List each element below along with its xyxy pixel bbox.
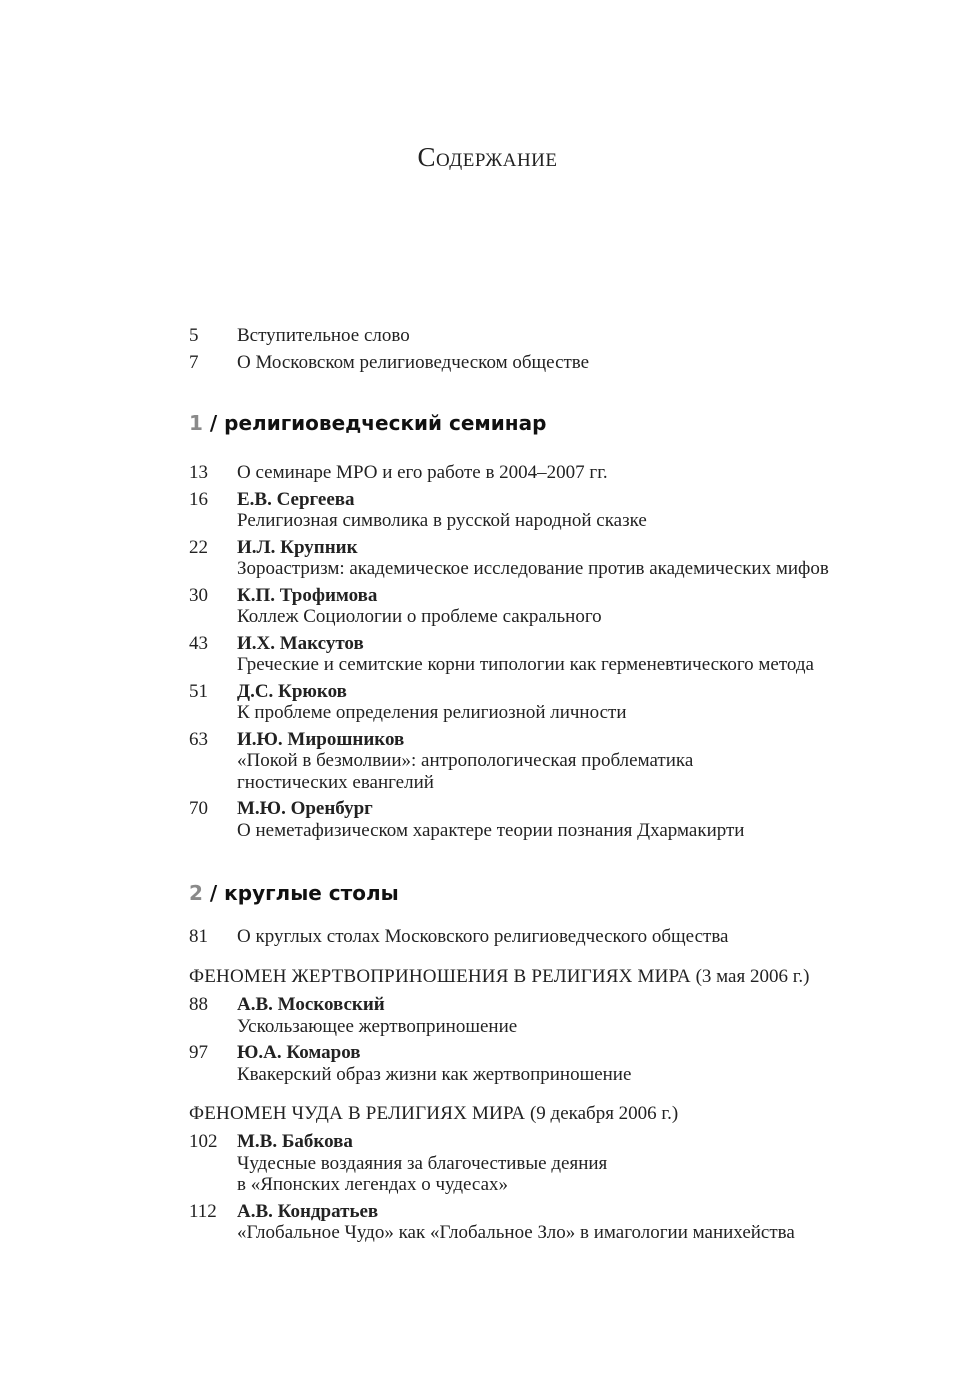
subsection-title: ФЕНОМЕН ЧУДА В РЕЛИГИЯХ МИРА — [189, 1103, 526, 1124]
page-number: 5 — [189, 325, 199, 346]
entry-title: К проблеме определения религиозной личности — [237, 702, 627, 723]
section-1-list — [189, 462, 949, 841]
toc-entry[interactable] — [189, 489, 949, 532]
toc-entry[interactable] — [189, 681, 949, 724]
entry-title: «Глобальное Чудо» как «Глобальное Зло» в имагологии манихейства — [237, 1222, 795, 1243]
entry-title: О Московском религиоведческом обществе — [237, 351, 590, 373]
entry-title: Ускользающее жертвоприношение — [237, 1015, 518, 1037]
entry-title: Зороастризм: академическое исследование против академических мифов — [237, 558, 829, 579]
section-heading[interactable] — [189, 411, 546, 435]
entry-author: Е.В. Сергеева — [237, 488, 355, 510]
entry-title: Квакерский образ жизни как жертвоприношение — [237, 1063, 632, 1085]
toc-entry[interactable] — [189, 537, 949, 580]
entry-title: «Покой в безмолвии»: антропологическая проблематика — [237, 750, 694, 771]
entry-author: А.В. Кондратьев — [237, 1200, 379, 1222]
toc-entry[interactable] — [189, 926, 949, 948]
toc-entry[interactable] — [189, 1201, 949, 1244]
toc-entry[interactable] — [189, 462, 949, 484]
page-number: 43 — [189, 632, 208, 654]
entry-title: Греческие и семитские корни типологии как герменевтического метода — [237, 654, 814, 675]
entry-title: О неметафизическом характере теории познания Дхармакирти — [237, 819, 745, 841]
toc-entry[interactable] — [189, 633, 949, 676]
section-2-lead — [189, 926, 949, 948]
subsection-heading — [189, 1103, 678, 1125]
entry-title: О семинаре МРО и его работе в 2004–2007 гг. — [237, 462, 608, 483]
page-number: 70 — [189, 798, 208, 819]
entry-author: А.В. Московский — [237, 994, 385, 1015]
entry-title-continued: в «Японских легендах о чудесах» — [237, 1174, 509, 1195]
page-number: 102 — [189, 1131, 218, 1152]
intro-list — [189, 325, 949, 373]
entry-title: Религиозная символика в русской народной сказке — [237, 510, 647, 531]
entry-title: О круглых столах Московского религиоведческого общества — [237, 926, 729, 947]
page-number: 13 — [189, 462, 208, 483]
entry-author: М.В. Бабкова — [237, 1131, 353, 1152]
entry-author: И.Л. Крупник — [237, 536, 358, 558]
toc-entry[interactable] — [189, 798, 949, 841]
page-number: 22 — [189, 536, 208, 558]
page-number: 81 — [189, 926, 208, 947]
section-number: 2 — [189, 881, 203, 905]
toc-entry[interactable] — [189, 585, 949, 628]
page-title: Содержание — [417, 142, 558, 172]
subsection-2-list — [189, 1131, 949, 1244]
entry-author: И.Х. Максутов — [237, 632, 364, 654]
subsection-date: (3 мая 2006 г.) — [695, 966, 810, 987]
toc-entry[interactable] — [189, 729, 949, 794]
entry-title: Чудесные воздаяния за благочестивые деяния — [237, 1152, 608, 1174]
page-number: 7 — [189, 351, 199, 373]
section-separator: / — [209, 411, 218, 435]
page-number: 63 — [189, 728, 208, 750]
subsection-1-list — [189, 994, 949, 1085]
entry-author: К.П. Трофимова — [237, 584, 378, 606]
toc-entry[interactable] — [189, 1131, 949, 1196]
toc-entry[interactable] — [189, 352, 949, 374]
page-number: 16 — [189, 488, 208, 510]
entry-author: И.Ю. Мирошников — [237, 728, 405, 750]
entry-author: Д.С. Крюков — [237, 680, 347, 702]
toc-entry[interactable] — [189, 325, 949, 347]
entry-title: Коллеж Социологии о проблеме сакрального — [237, 606, 602, 627]
page-number: 51 — [189, 680, 208, 702]
page-number: 88 — [189, 994, 208, 1015]
page-number: 30 — [189, 584, 208, 606]
toc-entry[interactable] — [189, 1042, 949, 1085]
section-separator: / — [209, 881, 218, 905]
entry-author: М.Ю. Оренбург — [237, 798, 373, 819]
toc-entry[interactable] — [189, 994, 949, 1037]
subsection-date: (9 декабря 2006 г.) — [529, 1103, 679, 1124]
section-title: религиоведческий семинар — [224, 411, 547, 435]
entry-title-continued: гностических евангелий — [237, 771, 434, 793]
section-title: круглые столы — [224, 881, 399, 905]
entry-author: Ю.А. Комаров — [237, 1042, 361, 1063]
subsection-title: ФЕНОМЕН ЖЕРТВОПРИНОШЕНИЯ В РЕЛИГИЯХ МИРА — [189, 966, 691, 987]
section-heading[interactable] — [189, 881, 399, 905]
page-number: 112 — [189, 1200, 217, 1222]
page-number: 97 — [189, 1042, 208, 1063]
subsection-heading — [189, 966, 809, 988]
section-number: 1 — [189, 411, 203, 435]
entry-title: Вступительное слово — [237, 325, 410, 346]
